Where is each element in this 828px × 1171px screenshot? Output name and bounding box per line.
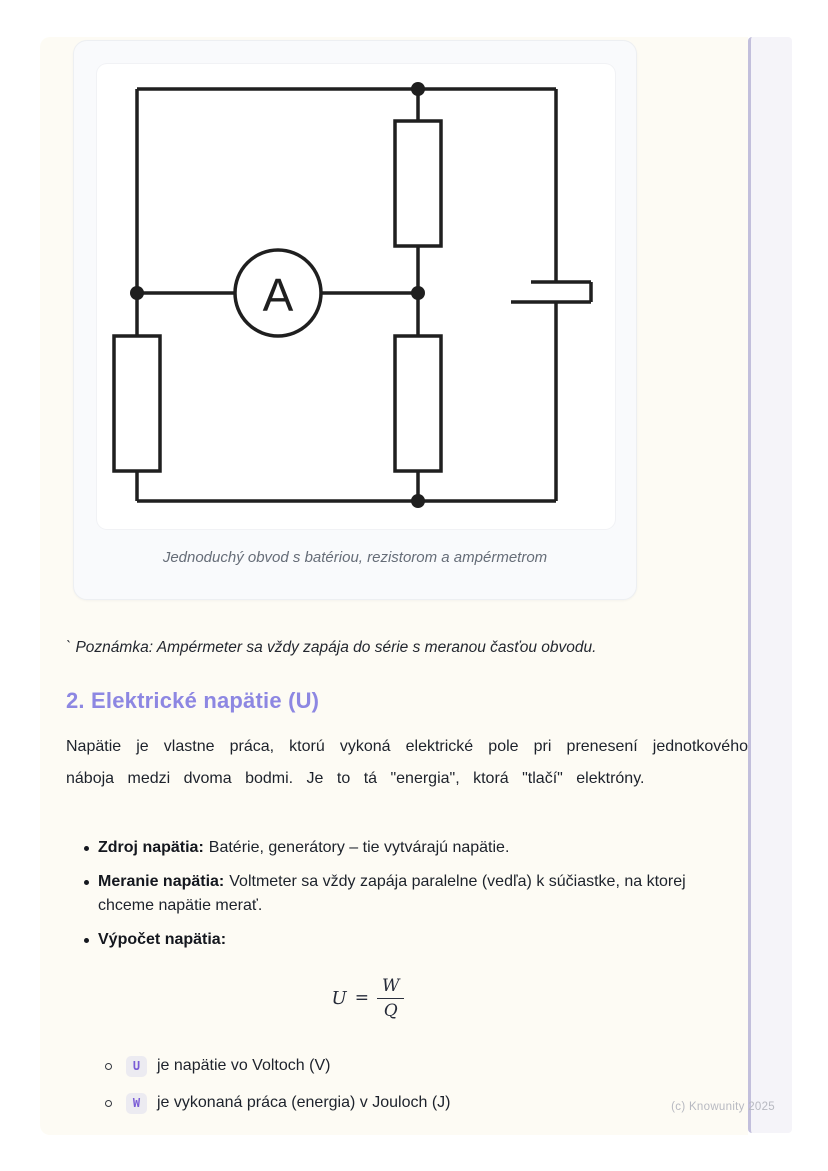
circuit-diagram [97, 64, 615, 529]
sub-bullet-item [105, 1091, 725, 1115]
fraction [377, 976, 404, 1021]
resistor-bottom [395, 336, 441, 471]
equals-sign: = [354, 988, 369, 1008]
scroll-rail[interactable] [748, 37, 792, 1133]
note-text: ` Poznámka: Ampérmeter sa vždy zapája do série s meranou časťou obvodu. [66, 639, 597, 656]
circle-marker-icon [105, 1100, 112, 1107]
figure-image [97, 64, 615, 529]
bullet-item [84, 870, 740, 918]
bullet-label: Zdroj napätia: [98, 839, 204, 856]
bullet-label: Výpočet napätia: [98, 931, 227, 948]
sub-bullet-text: je vykonaná práca (energia) v Jouloch (J) [157, 1094, 451, 1111]
bullet-content [98, 928, 231, 952]
junction-dot-left [130, 286, 144, 300]
section-heading: 2. Elektrické napätie (U) [66, 688, 320, 713]
formula-block [66, 969, 670, 1027]
junction-dot-bottom [411, 494, 425, 508]
sub-bullet-text: je napätie vo Voltoch (V) [157, 1057, 331, 1074]
figure-caption: Jednoduchý obvod s batériou, rezistorom a ampérmetrom [162, 549, 548, 566]
bullet-content [98, 870, 740, 918]
junction-dot-top [411, 82, 425, 96]
circle-marker-icon [105, 1063, 112, 1070]
bullet-list [84, 836, 740, 962]
section-paragraph: Napätie je vlastne práca, ktorú vykoná elektrické pole pri prenesení jednotkového náboja medzi dvoma bodmi. Je to tá "energia", ktorá "tlačí" elektróny. [66, 738, 748, 787]
sub-bullet-list [105, 1054, 725, 1128]
fraction-denominator: Q [383, 1000, 398, 1021]
bullet-item [84, 836, 740, 860]
bullet-item [84, 928, 740, 952]
bullet-text: Batérie, generátory – tie vytvárajú napätie. [208, 839, 510, 856]
bullet-label: Meranie napätia: [98, 873, 225, 890]
bullet-marker-icon [84, 880, 89, 885]
formula-lhs: U [331, 987, 347, 1009]
fraction-numerator: W [377, 976, 404, 999]
resistor-top [395, 121, 441, 246]
watermark-text: (c) Knowunity 2025 [671, 1101, 775, 1113]
bullet-marker-icon [84, 846, 89, 851]
ammeter-label: A [262, 269, 294, 321]
code-chip-u: U [126, 1056, 147, 1077]
figure-card [73, 40, 637, 600]
code-chip-w: W [126, 1093, 147, 1114]
bullet-marker-icon [84, 938, 89, 943]
junction-dot-middle [411, 286, 425, 300]
resistor-left [114, 336, 160, 471]
bullet-text: Voltmeter sa vždy zapája paralelne (vedľa) k súčiastke, na ktorej chceme napätie merať. [98, 873, 686, 914]
battery-symbol [511, 282, 591, 302]
document-content [40, 37, 748, 1135]
bullet-content [98, 836, 509, 860]
sub-bullet-item [105, 1054, 725, 1078]
